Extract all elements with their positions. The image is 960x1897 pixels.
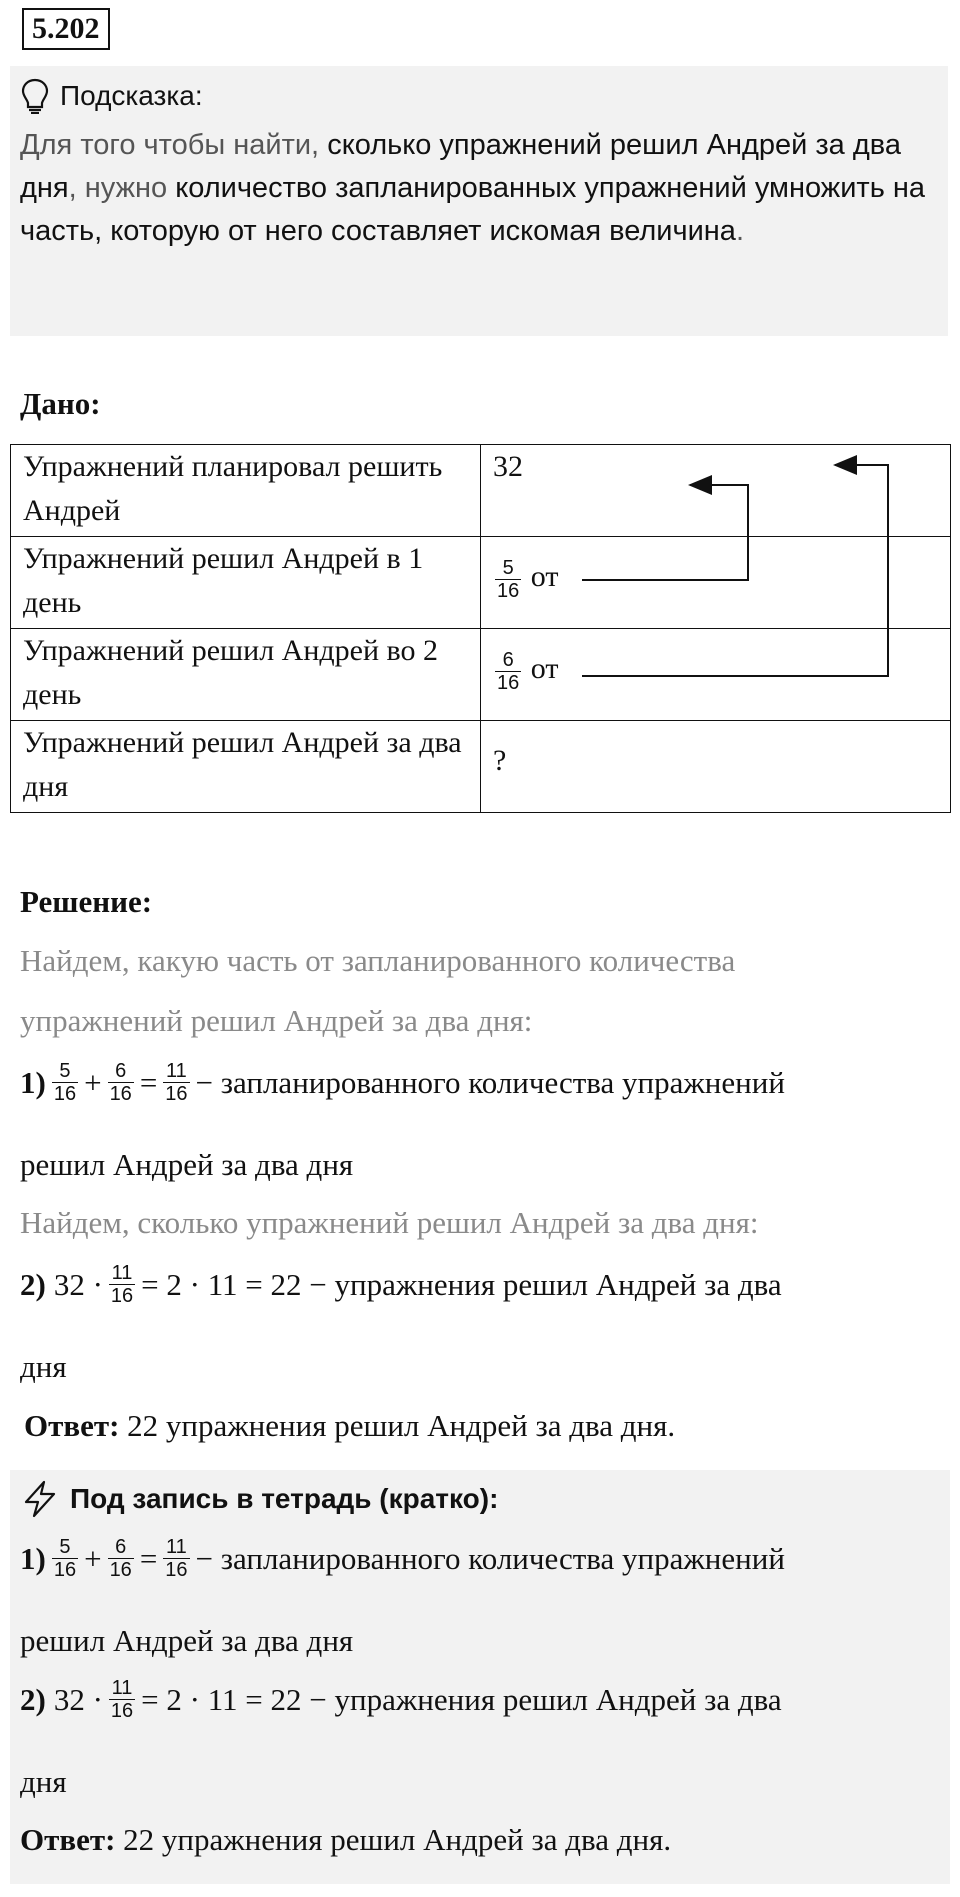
step-text: − запланированного количества упражнений — [195, 1540, 785, 1576]
short-step-2 — [20, 1677, 782, 1722]
short-answer — [20, 1822, 671, 1858]
solution-intro: упражнений решил Андрей за два дня: — [20, 1003, 533, 1038]
denominator: 16 — [110, 1285, 134, 1307]
of-word: от — [530, 560, 559, 593]
numerator: 5 — [59, 1536, 71, 1558]
task-number: 5.202 — [22, 8, 110, 50]
step-prefix: 32 · — [53, 1681, 103, 1717]
equals-sign: = — [139, 1064, 158, 1100]
step-continuation: решил Андрей за два дня — [20, 1623, 354, 1658]
step-text: = 2 · 11 = 22 − упражнения решил Андрей за два — [141, 1681, 782, 1717]
denominator: 16 — [165, 1083, 188, 1105]
step-continuation: дня — [20, 1764, 67, 1799]
answer — [24, 1408, 675, 1444]
reference-arrows — [0, 0, 960, 860]
equals-sign: = — [139, 1540, 158, 1576]
denominator: 16 — [109, 1559, 132, 1581]
denominator: 16 — [53, 1083, 77, 1105]
numerator: 5 — [59, 1060, 71, 1082]
step-text: = 2 · 11 = 22 − упражнения решил Андрей за два — [141, 1266, 782, 1302]
denominator: 16 — [109, 1083, 132, 1105]
arrow-day2 — [582, 465, 888, 676]
solution-step-2 — [20, 1262, 782, 1307]
of-word: от — [530, 652, 559, 685]
hint-part: Для того чтобы найти, — [20, 129, 328, 161]
fraction — [52, 1060, 78, 1105]
hint-part: . — [735, 215, 744, 247]
given-label: Упражнений решил Андрей в 1 день — [11, 537, 481, 629]
hint-emphasis: сколько упражнений решил Андрей за два дня — [20, 129, 901, 204]
step-continuation: решил Андрей за два дня — [20, 1147, 354, 1182]
solution-intro: Найдем, сколько упражнений решил Андрей за два дня: — [20, 1205, 759, 1240]
step-continuation: дня — [20, 1349, 67, 1384]
fraction — [108, 1060, 134, 1105]
given-label: Упражнений планировал решить Андрей — [11, 445, 481, 537]
hint-part: , нужно — [68, 172, 176, 204]
denominator: 16 — [497, 671, 520, 694]
fraction — [108, 1536, 134, 1581]
numerator: 11 — [166, 1060, 187, 1082]
given-value: 32 — [481, 445, 951, 537]
given-title: Дано: — [20, 386, 101, 421]
fraction — [163, 1536, 189, 1581]
step-label: 1) — [20, 1064, 46, 1100]
numerator: 5 — [502, 556, 514, 579]
short-title: Под запись в тетрадь (кратко): — [70, 1483, 499, 1514]
answer-text: 22 упражнения решил Андрей за два дня. — [119, 1408, 676, 1443]
plus-sign: + — [84, 1064, 102, 1100]
step-text: − запланированного количества упражнений — [195, 1064, 785, 1100]
answer-label: Ответ: — [20, 1822, 116, 1857]
step-label: 2) — [20, 1266, 46, 1302]
step-label: 2) — [20, 1681, 46, 1717]
numerator: 11 — [111, 1677, 133, 1699]
solution-step-1 — [20, 1060, 785, 1105]
fraction — [163, 1060, 189, 1105]
numerator: 6 — [115, 1536, 127, 1558]
answer-label: Ответ: — [24, 1408, 120, 1443]
denominator: 16 — [165, 1559, 188, 1581]
fraction — [109, 1262, 135, 1307]
numerator: 11 — [166, 1536, 187, 1558]
numerator: 11 — [111, 1262, 133, 1284]
short-header — [20, 1474, 498, 1524]
solution-title: Решение: — [20, 884, 153, 919]
short-step-1 — [20, 1536, 785, 1581]
plus-sign: + — [84, 1540, 102, 1576]
numerator: 6 — [115, 1060, 127, 1082]
numerator: 6 — [502, 648, 514, 671]
solution-intro: Найдем, какую часть от запланированного количества — [20, 943, 736, 978]
denominator: 16 — [497, 579, 520, 602]
fraction — [109, 1677, 135, 1722]
answer-text: 22 упражнения решил Андрей за два дня. — [115, 1822, 672, 1857]
step-label: 1) — [20, 1540, 46, 1576]
denominator: 16 — [110, 1700, 134, 1722]
given-label: Упражнений решил Андрей во 2 день — [11, 629, 481, 721]
hint-title: Подсказка: — [60, 80, 203, 111]
arrow-day1 — [582, 485, 748, 580]
given-value: ? — [481, 721, 951, 813]
hint-emphasis: количество запланированных упражнений умножить на часть, которую от него составляет искомая величина — [20, 172, 925, 247]
lightning-icon — [20, 1479, 60, 1519]
given-label: Упражнений решил Андрей за два дня — [11, 721, 481, 813]
step-prefix: 32 · — [53, 1266, 103, 1302]
denominator: 16 — [53, 1559, 77, 1581]
fraction — [52, 1536, 78, 1581]
